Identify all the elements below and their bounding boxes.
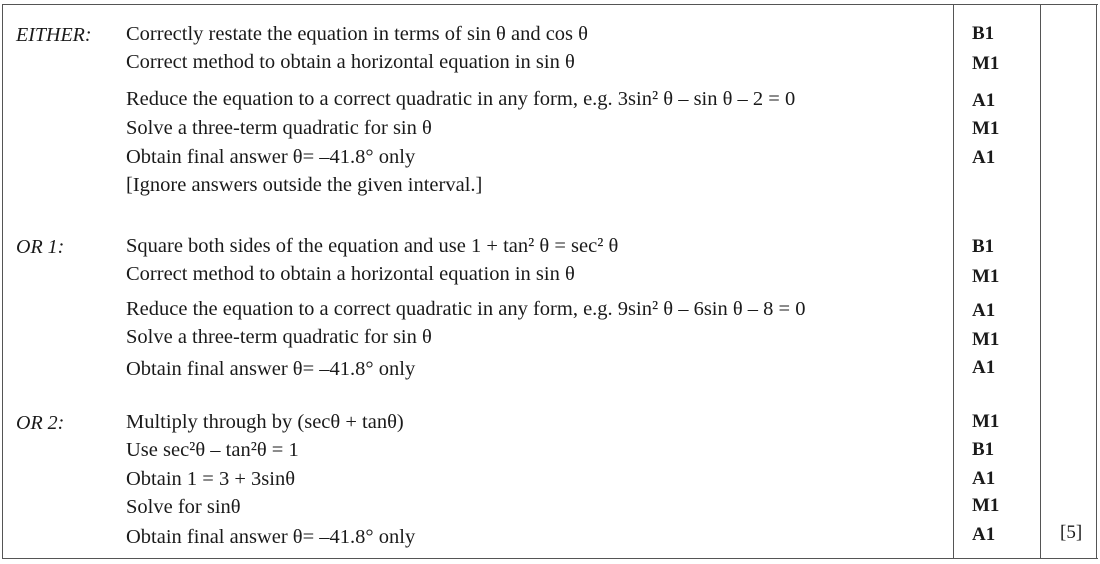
or1-row-2-text: Correct method to obtain a horizontal equation in sin θ xyxy=(126,263,575,285)
either-row-2-text: Correct method to obtain a horizontal equation in sin θ xyxy=(126,51,575,73)
or1-row-5-text: Obtain final answer θ= –41.8° only xyxy=(126,358,416,380)
either-row-4-text: Solve a three-term quadratic for sin θ xyxy=(126,117,432,139)
or2-row-5-mark: A1 xyxy=(972,524,996,545)
either-row-2-mark: M1 xyxy=(972,53,1000,74)
bottom-border xyxy=(2,558,1098,559)
either-row-5-mark: A1 xyxy=(972,147,996,168)
block-label-or-1: OR 1: xyxy=(16,236,65,258)
or1-row-5-mark: A1 xyxy=(972,357,996,378)
right-border xyxy=(1096,4,1097,558)
or2-row-3-mark: A1 xyxy=(972,468,996,489)
or1-row-3-mark: A1 xyxy=(972,300,996,321)
or1-row-1-text: Square both sides of the equation and use 1 + tan² θ = sec² θ xyxy=(126,235,619,257)
either-row-1-text: Correctly restate the equation in terms of sin θ and cos θ xyxy=(126,23,588,45)
or2-row-5-text: Obtain final answer θ= –41.8° only xyxy=(126,526,416,548)
or2-row-3-text: Obtain 1 = 3 + 3sinθ xyxy=(126,468,296,490)
either-row-5-text: Obtain final answer θ= –41.8° only xyxy=(126,146,416,168)
left-border xyxy=(2,4,3,558)
or1-row-3-text: Reduce the equation to a correct quadratic in any form, e.g. 9sin² θ – 6sin θ – 8 = 0 xyxy=(126,298,806,320)
either-row-4-mark: M1 xyxy=(972,118,1000,139)
or2-row-1-text: Multiply through by (secθ + tanθ) xyxy=(126,411,404,433)
either-row-3-text: Reduce the equation to a correct quadratic in any form, e.g. 3sin² θ – sin θ – 2 = 0 xyxy=(126,88,796,110)
or1-row-2-mark: M1 xyxy=(972,266,1000,287)
block-label-either: EITHER: xyxy=(16,24,92,46)
or2-row-2-text: Use sec²θ – tan²θ = 1 xyxy=(126,439,299,461)
or2-row-4-mark: M1 xyxy=(972,495,1000,516)
or1-row-4-text: Solve a three-term quadratic for sin θ xyxy=(126,326,432,348)
or2-row-1-mark: M1 xyxy=(972,411,1000,432)
either-row-1-mark: B1 xyxy=(972,23,995,44)
or1-row-4-mark: M1 xyxy=(972,329,1000,350)
marks-column-left-border xyxy=(953,4,954,558)
marks-column-right-border xyxy=(1040,4,1041,558)
or1-row-1-mark: B1 xyxy=(972,236,995,257)
question-total-marks: [5] xyxy=(1060,522,1083,543)
either-row-3-mark: A1 xyxy=(972,90,996,111)
or2-row-4-text: Solve for sinθ xyxy=(126,496,241,518)
either-row-6-text: [Ignore answers outside the given interval.] xyxy=(126,174,483,196)
top-border xyxy=(2,4,1098,5)
block-label-or-2: OR 2: xyxy=(16,412,65,434)
or2-row-2-mark: B1 xyxy=(972,439,995,460)
